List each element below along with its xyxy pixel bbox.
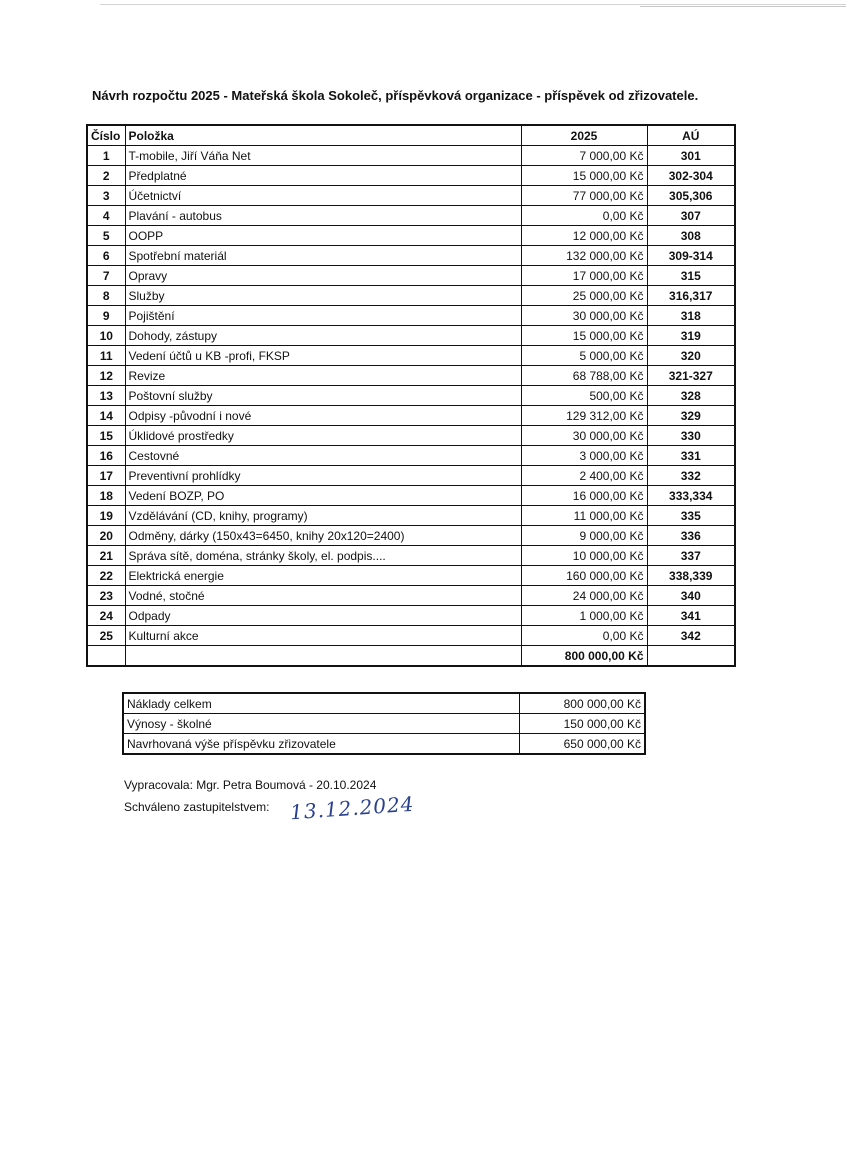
row-amount: 5 000,00 Kč [521, 346, 647, 366]
row-item: Revize [125, 366, 521, 386]
row-amount: 10 000,00 Kč [521, 546, 647, 566]
row-number: 14 [87, 406, 125, 426]
row-number: 12 [87, 366, 125, 386]
row-amount: 7 000,00 Kč [521, 146, 647, 166]
row-number: 8 [87, 286, 125, 306]
row-number: 16 [87, 446, 125, 466]
row-amount: 1 000,00 Kč [521, 606, 647, 626]
table-row [87, 486, 735, 506]
scan-edge-line [100, 4, 846, 5]
row-item: Pojištění [125, 306, 521, 326]
row-amount: 17 000,00 Kč [521, 266, 647, 286]
budget-table-body [87, 146, 735, 646]
row-number: 17 [87, 466, 125, 486]
table-row [87, 266, 735, 286]
row-amount: 30 000,00 Kč [521, 426, 647, 446]
table-row [87, 146, 735, 166]
row-number: 4 [87, 206, 125, 226]
row-au: 340 [647, 586, 735, 606]
header-amount: 2025 [521, 125, 647, 146]
table-row [87, 506, 735, 526]
row-number: 2 [87, 166, 125, 186]
summary-label: Náklady celkem [123, 693, 519, 714]
row-au: 335 [647, 506, 735, 526]
row-amount: 30 000,00 Kč [521, 306, 647, 326]
row-item: Odpady [125, 606, 521, 626]
table-row [87, 166, 735, 186]
table-row [87, 566, 735, 586]
row-number: 19 [87, 506, 125, 526]
summary-value: 650 000,00 Kč [519, 734, 645, 755]
row-number: 24 [87, 606, 125, 626]
row-item: Odměny, dárky (150x43=6450, knihy 20x120=2400) [125, 526, 521, 546]
row-au: 301 [647, 146, 735, 166]
row-number: 22 [87, 566, 125, 586]
row-amount: 16 000,00 Kč [521, 486, 647, 506]
table-header-row [87, 125, 735, 146]
row-au: 302-304 [647, 166, 735, 186]
approved-label: Schváleno zastupitelstvem: [124, 800, 270, 814]
row-amount: 0,00 Kč [521, 626, 647, 646]
total-empty-cell [125, 646, 521, 667]
row-number: 1 [87, 146, 125, 166]
row-number: 6 [87, 246, 125, 266]
row-number: 7 [87, 266, 125, 286]
row-item: Opravy [125, 266, 521, 286]
row-au: 330 [647, 426, 735, 446]
row-number: 9 [87, 306, 125, 326]
table-row [87, 546, 735, 566]
row-number: 15 [87, 426, 125, 446]
row-item: Vedení BOZP, PO [125, 486, 521, 506]
summary-row [123, 693, 645, 714]
row-amount: 2 400,00 Kč [521, 466, 647, 486]
row-au: 331 [647, 446, 735, 466]
row-au: 341 [647, 606, 735, 626]
row-au: 307 [647, 206, 735, 226]
total-amount: 800 000,00 Kč [521, 646, 647, 667]
row-number: 21 [87, 546, 125, 566]
row-item: Dohody, zástupy [125, 326, 521, 346]
summary-label: Navrhovaná výše příspěvku zřizovatele [123, 734, 519, 755]
row-amount: 77 000,00 Kč [521, 186, 647, 206]
row-au: 338,339 [647, 566, 735, 586]
table-row [87, 306, 735, 326]
row-au: 316,317 [647, 286, 735, 306]
table-row [87, 346, 735, 366]
row-number: 20 [87, 526, 125, 546]
row-item: Předplatné [125, 166, 521, 186]
row-item: Kulturní akce [125, 626, 521, 646]
row-item: Odpisy -původní i nové [125, 406, 521, 426]
row-au: 309-314 [647, 246, 735, 266]
row-amount: 3 000,00 Kč [521, 446, 647, 466]
row-amount: 15 000,00 Kč [521, 166, 647, 186]
row-item: Elektrická energie [125, 566, 521, 586]
header-item: Položka [125, 125, 521, 146]
summary-row [123, 734, 645, 755]
row-amount: 12 000,00 Kč [521, 226, 647, 246]
table-row [87, 286, 735, 306]
table-row [87, 466, 735, 486]
row-au: 342 [647, 626, 735, 646]
total-empty-cell [647, 646, 735, 667]
handwritten-approval-date: 13.12.2024 [289, 791, 416, 825]
table-row [87, 226, 735, 246]
summary-table [122, 692, 646, 755]
row-item: Poštovní služby [125, 386, 521, 406]
table-row [87, 406, 735, 426]
row-item: Preventivní prohlídky [125, 466, 521, 486]
row-item: Plavání - autobus [125, 206, 521, 226]
row-item: Vodné, stočné [125, 586, 521, 606]
table-row [87, 586, 735, 606]
table-row [87, 426, 735, 446]
row-au: 308 [647, 226, 735, 246]
table-row [87, 246, 735, 266]
row-au: 337 [647, 546, 735, 566]
scan-edge-line [640, 6, 846, 7]
summary-label: Výnosy - školné [123, 714, 519, 734]
row-item: Správa sítě, doména, stránky školy, el. podpis.... [125, 546, 521, 566]
row-number: 18 [87, 486, 125, 506]
row-number: 5 [87, 226, 125, 246]
row-amount: 24 000,00 Kč [521, 586, 647, 606]
row-item: Úklidové prostředky [125, 426, 521, 446]
row-au: 332 [647, 466, 735, 486]
row-number: 10 [87, 326, 125, 346]
total-empty-cell [87, 646, 125, 667]
header-number: Číslo [87, 125, 125, 146]
table-row [87, 626, 735, 646]
summary-row [123, 714, 645, 734]
row-item: Vedení účtů u KB -profi, FKSP [125, 346, 521, 366]
row-au: 320 [647, 346, 735, 366]
table-row [87, 386, 735, 406]
row-amount: 0,00 Kč [521, 206, 647, 226]
budget-table [86, 124, 736, 667]
row-au: 319 [647, 326, 735, 346]
row-number: 13 [87, 386, 125, 406]
row-amount: 129 312,00 Kč [521, 406, 647, 426]
row-amount: 25 000,00 Kč [521, 286, 647, 306]
table-row [87, 366, 735, 386]
row-number: 25 [87, 626, 125, 646]
row-au: 333,334 [647, 486, 735, 506]
row-number: 23 [87, 586, 125, 606]
row-item: Spotřební materiál [125, 246, 521, 266]
summary-value: 150 000,00 Kč [519, 714, 645, 734]
row-amount: 160 000,00 Kč [521, 566, 647, 586]
row-amount: 500,00 Kč [521, 386, 647, 406]
table-row [87, 186, 735, 206]
row-au: 328 [647, 386, 735, 406]
row-au: 318 [647, 306, 735, 326]
summary-value: 800 000,00 Kč [519, 693, 645, 714]
header-au: AÚ [647, 125, 735, 146]
row-number: 3 [87, 186, 125, 206]
total-row [87, 646, 735, 667]
table-row [87, 606, 735, 626]
row-number: 11 [87, 346, 125, 366]
row-item: Vzdělávání (CD, knihy, programy) [125, 506, 521, 526]
prepared-by: Vypracovala: Mgr. Petra Boumová - 20.10.2024 [124, 778, 377, 792]
row-au: 315 [647, 266, 735, 286]
row-au: 336 [647, 526, 735, 546]
row-item: T-mobile, Jiří Váňa Net [125, 146, 521, 166]
row-au: 305,306 [647, 186, 735, 206]
row-amount: 132 000,00 Kč [521, 246, 647, 266]
row-item: Cestovné [125, 446, 521, 466]
row-amount: 11 000,00 Kč [521, 506, 647, 526]
row-amount: 15 000,00 Kč [521, 326, 647, 346]
row-au: 321-327 [647, 366, 735, 386]
table-row [87, 326, 735, 346]
table-row [87, 446, 735, 466]
row-item: Služby [125, 286, 521, 306]
row-au: 329 [647, 406, 735, 426]
row-item: Účetnictví [125, 186, 521, 206]
document-title: Návrh rozpočtu 2025 - Mateřská škola Sokoleč, příspěvková organizace - příspěvek od zřizovatele. [92, 88, 699, 103]
row-amount: 68 788,00 Kč [521, 366, 647, 386]
row-amount: 9 000,00 Kč [521, 526, 647, 546]
table-row [87, 526, 735, 546]
row-item: OOPP [125, 226, 521, 246]
table-row [87, 206, 735, 226]
